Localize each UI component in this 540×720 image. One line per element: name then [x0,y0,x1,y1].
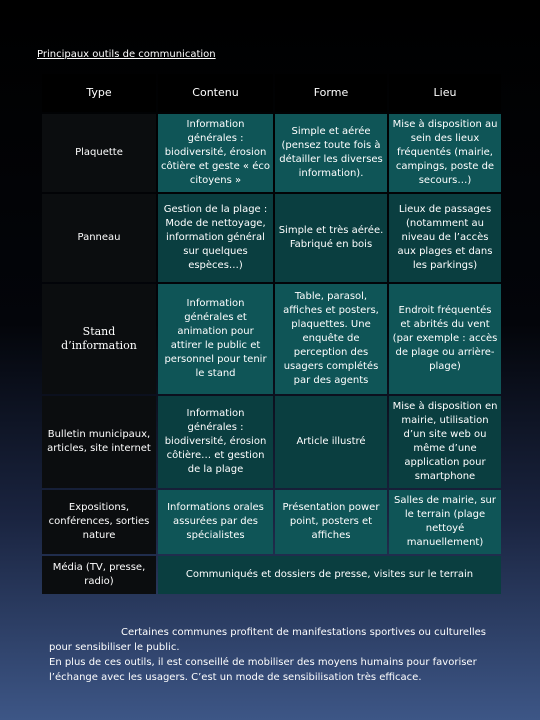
row-type: Bulletin municipaux, articles, site internet [42,396,156,488]
row-type: Stand d’information [42,284,156,394]
table-row [42,490,501,554]
column-header-lieu: Lieu [389,74,501,112]
footer-line-1: Certaines communes profitent de manifestations sportives ou culturelles pour sensibiliser le public. [49,627,486,653]
row-forme: Simple et aérée (pensez toute fois à détailler les diverses information). [275,114,387,192]
row-forme: Présentation power point, posters et affiches [275,490,387,554]
table-row [42,284,501,394]
column-header-contenu: Contenu [158,74,273,112]
column-header-forme: Forme [275,74,387,112]
row-lieu: Endroit fréquentés et abrités du vent (par exemple : accès de plage ou arrière-plage) [389,284,501,394]
row-lieu: Mise à disposition en mairie, utilisation d’un site web ou même d’une application pour smartphone [389,396,501,488]
row-lieu: Mise à disposition au sein des lieux fréquentés (mairie, campings, poste de secours…) [389,114,501,192]
row-type: Expositions, conférences, sorties nature [42,490,156,554]
row-contenu: Gestion de la plage : Mode de nettoyage, information général sur quelques espèces…) [158,194,273,282]
table-row [42,396,501,488]
row-type: Panneau [42,194,156,282]
table-row [42,114,501,192]
row-contenu: Information générales : biodiversité, érosion côtière et geste « éco citoyens » [158,114,273,192]
row-type: Média (TV, presse, radio) [42,556,156,594]
column-header-type: Type [42,74,156,112]
row-type: Plaquette [42,114,156,192]
table-row [42,194,501,282]
footer-notes [49,625,494,685]
row-contenu: Informations orales assurées par des spécialistes [158,490,273,554]
footer-line-2: En plus de ces outils, il est conseillé de mobiliser des moyens humains pour favoriser l’échange avec les usagers. C’est un mode de sensibilisation très efficace. [49,657,477,683]
row-forme: Simple et très aérée. Fabriqué en bois [275,194,387,282]
row-contenu: Information générales et animation pour attirer le public et personnel pour tenir le stand [158,284,273,394]
row-contenu: Information générales : biodiversité, érosion côtière… et gestion de la plage [158,396,273,488]
row-forme: Article illustré [275,396,387,488]
row-lieu: Lieux de passages (notamment au niveau de l’accès aux plages et dans les parkings) [389,194,501,282]
table-row [42,556,501,594]
row-merged-content: Communiqués et dossiers de presse, visites sur le terrain [158,556,501,594]
row-lieu: Salles de mairie, sur le terrain (plage nettoyé manuellement) [389,490,501,554]
row-forme: Table, parasol, affiches et posters, plaquettes. Une enquête de perception des usagers complétés par des agents [275,284,387,394]
page-title: Principaux outils de communication [37,49,216,60]
table-header-row [42,74,501,112]
communication-tools-table [40,72,503,596]
